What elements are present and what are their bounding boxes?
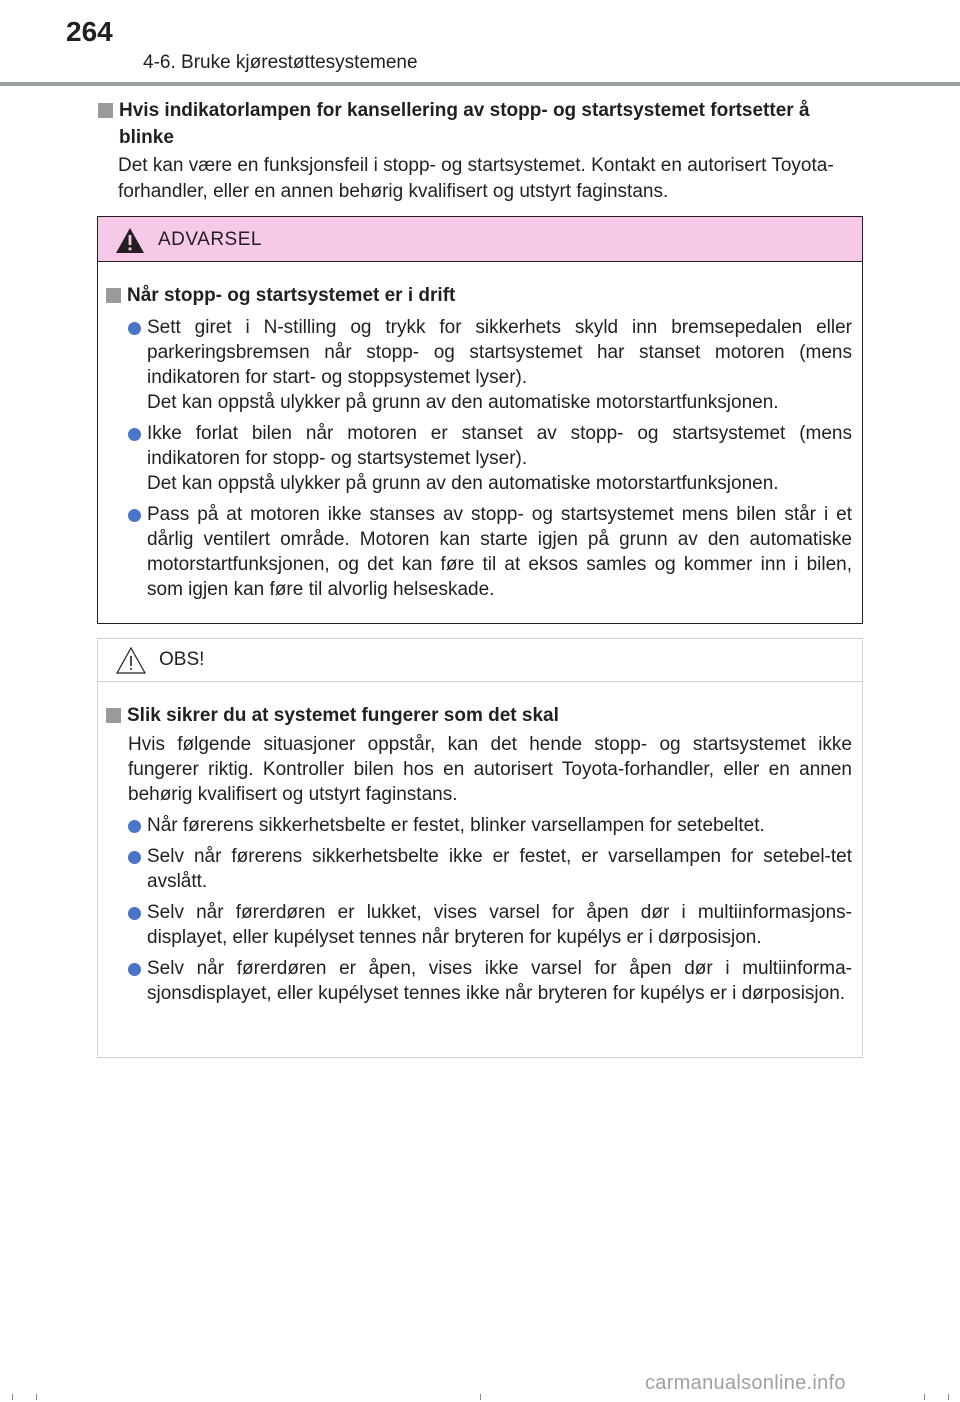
- warning-subheading: [106, 282, 852, 309]
- header-rule: [0, 82, 960, 86]
- page-header: [0, 0, 960, 86]
- warning-subheading-text: Når stopp- og startsystemet er i drift: [127, 285, 456, 306]
- warning-triangle-outline-icon: [115, 646, 147, 675]
- notice-header: [98, 639, 862, 682]
- page-number: 264: [66, 16, 113, 47]
- list-item: [128, 813, 852, 838]
- warning-item-note: Det kan oppstå ulykker på grunn av den automatiske motorstartfunksjonen.: [147, 392, 779, 413]
- warning-item-text: Sett giret i N-stilling og trykk for sikkerhets skyld inn bremsepedalen eller parkeringsbremsen når stopp- og startsystemet har stanset motoren (mens indikatoren for start- og stoppsystemet lyser).: [147, 317, 852, 388]
- notice-item-text: Selv når førerens sikkerhetsbelte ikke er festet, er varsellampen for setebel-tet avslått.: [147, 846, 852, 892]
- notice-item-text: Når førerens sikkerhetsbelte er festet, blinker varsellampen for setebeltet.: [147, 815, 765, 836]
- intro-heading-text: Hvis indikatorlampen for kansellering av stopp- og startsystemet fortsetter å blinke: [119, 100, 810, 148]
- warning-body: [98, 262, 862, 602]
- square-bullet-icon: [106, 288, 121, 303]
- list-item: [128, 502, 852, 602]
- bullet-dot-icon: [128, 851, 141, 864]
- notice-body: [98, 682, 862, 1006]
- list-item: [128, 844, 852, 894]
- intro-section: [98, 97, 868, 205]
- bullet-dot-icon: [128, 963, 141, 976]
- watermark: carmanualsonline.info: [645, 1372, 846, 1394]
- square-bullet-icon: [98, 103, 113, 118]
- bullet-dot-icon: [128, 820, 141, 833]
- warning-box: [97, 216, 863, 624]
- notice-label: OBS!: [159, 649, 205, 670]
- bullet-dot-icon: [128, 907, 141, 920]
- section-title: 4-6. Bruke kjørestøttesystemene: [143, 52, 418, 73]
- list-item: [128, 956, 852, 1006]
- warning-item-note: Det kan oppstå ulykker på grunn av den automatiske motorstartfunksjonen.: [147, 473, 779, 494]
- square-bullet-icon: [106, 708, 121, 723]
- intro-heading: [98, 97, 868, 151]
- list-item: [128, 900, 852, 950]
- bullet-dot-icon: [128, 509, 141, 522]
- crop-marks: [0, 1394, 960, 1402]
- warning-label: ADVARSEL: [158, 229, 262, 250]
- list-item: [128, 421, 852, 496]
- bullet-dot-icon: [128, 428, 141, 441]
- notice-intro-text: Hvis følgende situasjoner oppstår, kan det hende stopp- og startsystemet ikke fungerer riktig. Kontroller bilen hos en autorisert Toyota-forhandler, eller en annen behørig kvalifisert og utstyrt faginstans.: [128, 734, 852, 805]
- notice-box: [97, 638, 863, 1058]
- notice-subheading-text: Slik sikrer du at systemet fungerer som det skal: [127, 705, 559, 726]
- warning-header: [98, 217, 862, 262]
- list-item: [128, 315, 852, 415]
- notice-item-text: Selv når førerdøren er lukket, vises varsel for åpen dør i multiinformasjons-displayet, eller kupélyset tennes når bryteren for kupélys er i dørposisjon.: [147, 902, 852, 948]
- bullet-dot-icon: [128, 322, 141, 335]
- warning-item-text: Pass på at motoren ikke stanses av stopp- og startsystemet mens bilen står i et dårlig ventilert område. Motoren kan starte igjen på grunn av den automatiske motorstartfunksjonen, og det kan føre til at eksos samles og kommer inn i bilen, som igjen kan føre til alvorlig helseskade.: [147, 504, 852, 600]
- warning-triangle-filled-icon: [115, 227, 145, 254]
- notice-item-text: Selv når førerdøren er åpen, vises ikke varsel for åpen dør i multiinforma-sjonsdisplayet, eller kupélyset tennes ikke når bryteren for kupélys er i dørposisjon.: [147, 958, 852, 1004]
- intro-body: Det kan være en funksjonsfeil i stopp- og startsystemet. Kontakt en autorisert Toyota-forhandler, eller en annen behørig kvalifisert og utstyrt faginstans.: [118, 155, 834, 202]
- notice-subheading: [106, 702, 852, 729]
- warning-item-text: Ikke forlat bilen når motoren er stanset av stopp- og startsystemet (mens indikatoren for stopp- og startsystemet lyser).: [147, 423, 852, 469]
